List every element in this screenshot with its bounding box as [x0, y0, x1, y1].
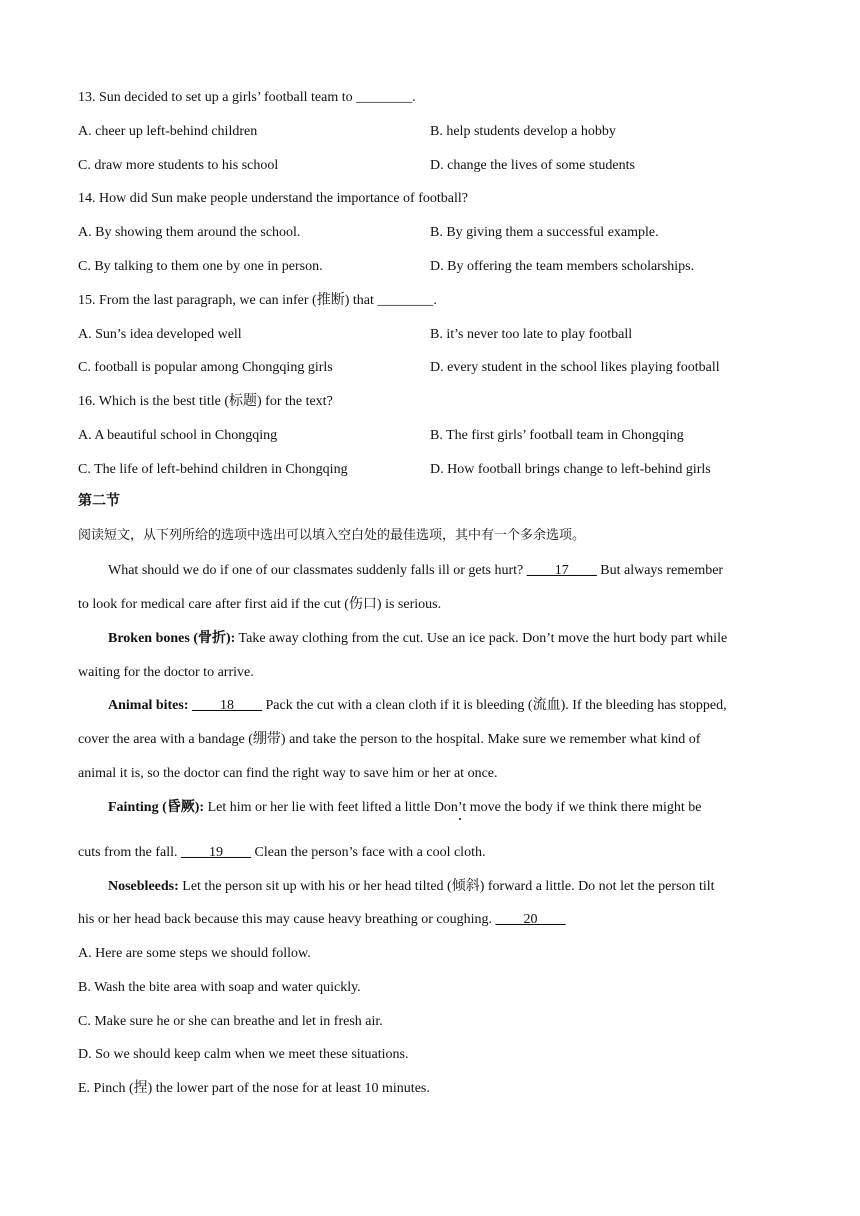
passage-text: But always remember: [596, 563, 724, 578]
section-title: 第二节: [78, 493, 120, 509]
stray-dot-mark: [459, 818, 461, 820]
question-15-stem: 15. From the last paragraph, we can infer (推断) that ________.: [78, 293, 437, 308]
question-15-option-d: D. every student in the school likes playing football: [430, 360, 720, 375]
question-16-option-a: A. A beautiful school in Chongqing: [78, 428, 278, 443]
passage-paragraph-1-line-2: to look for medical care after first aid if the cut (伤口) is serious.: [78, 597, 442, 612]
passage-text: cuts from the fall.: [78, 845, 182, 860]
question-14-option-c: C. By talking to them one by one in person.: [78, 259, 323, 274]
passage-paragraph-2-line-1: [108, 630, 727, 648]
blank-20: ____20____: [495, 912, 566, 927]
question-13-option-c: C. draw more students to his school: [78, 158, 279, 173]
passage-text: Clean the person’s face with a cool cloth.: [251, 845, 486, 860]
passage-text: his or her head back because this may cause heavy breathing or coughing.: [78, 912, 496, 927]
choice-a: A. Here are some steps we should follow.: [78, 946, 311, 961]
passage-paragraph-3-line-3: animal it is, so the doctor can find the right way to save him or her at once.: [78, 766, 498, 781]
passage-text: Let the person sit up with his or her head tilted (倾斜) forward a little. Do not let the person tilt: [178, 879, 715, 894]
choice-b: B. Wash the bite area with soap and water quickly.: [78, 980, 361, 995]
passage-paragraph-2-line-2: waiting for the doctor to arrive.: [78, 665, 254, 680]
blank-18: ____18____: [192, 698, 262, 713]
question-16-stem: 16. Which is the best title (标题) for the text?: [78, 394, 333, 409]
passage-paragraph-3-line-2: cover the area with a bandage (绷带) and take the person to the hospital. Make sure we remember what kind of: [78, 732, 701, 747]
blank-19: ____19____: [181, 845, 252, 860]
passage-text: What should we do if one of our classmates suddenly falls ill or gets hurt?: [108, 563, 527, 578]
question-13-option-b: B. help students develop a hobby: [430, 124, 616, 139]
passage-paragraph-1-line-1: [108, 562, 723, 580]
choice-d: D. So we should keep calm when we meet these situations.: [78, 1047, 409, 1062]
question-13-option-d: D. change the lives of some students: [430, 158, 635, 173]
passage-text: Pack the cut with a clean cloth if it is bleeding (流血). If the bleeding has stopped,: [262, 698, 727, 713]
question-13-option-a: A. cheer up left-behind children: [78, 124, 258, 139]
passage-paragraph-4-line-1: [108, 799, 701, 817]
choice-c: C. Make sure he or she can breathe and let in fresh air.: [78, 1014, 383, 1029]
question-14-stem: 14. How did Sun make people understand the importance of football?: [78, 191, 468, 206]
passage-paragraph-5-line-1: [108, 878, 715, 896]
question-14-option-b: B. By giving them a successful example.: [430, 225, 659, 240]
heading-nosebleeds: Nosebleeds:: [108, 879, 179, 894]
passage-paragraph-3-line-1: [108, 697, 727, 715]
question-16-option-b: B. The first girls’ football team in Chongqing: [430, 428, 684, 443]
heading-animal-bites: Animal bites:: [108, 698, 192, 713]
passage-text: Let him or her lie with feet lifted a little Don’t move the body if we think there might be: [204, 800, 702, 815]
passage-text: Take away clothing from the cut. Use an ice pack. Don’t move the hurt body part while: [235, 631, 728, 646]
heading-broken-bones: Broken bones (骨折):: [108, 631, 236, 646]
passage-paragraph-5-line-2: [78, 911, 566, 929]
blank-17: ____17____: [526, 563, 597, 578]
question-15-option-b: B. it’s never too late to play football: [430, 327, 633, 342]
question-16-option-d: D. How football brings change to left-behind girls: [430, 462, 711, 477]
question-16-option-c: C. The life of left-behind children in Chongqing: [78, 462, 348, 477]
question-15-option-a: A. Sun’s idea developed well: [78, 327, 242, 342]
passage-paragraph-4-line-2: [78, 844, 485, 862]
question-14-option-a: A. By showing them around the school.: [78, 225, 301, 240]
heading-fainting: Fainting (昏厥):: [108, 800, 205, 815]
choice-e: E. Pinch (捏) the lower part of the nose for at least 10 minutes.: [78, 1081, 430, 1096]
question-14-option-d: D. By offering the team members scholarships.: [430, 259, 695, 274]
question-13-stem: 13. Sun decided to set up a girls’ football team to ________.: [78, 90, 416, 105]
section-instruction: 阅读短文，从下列所给的选项中选出可以填入空白处的最佳选项，其中有一个多余选项。: [78, 528, 586, 543]
question-15-option-c: C. football is popular among Chongqing girls: [78, 360, 333, 375]
